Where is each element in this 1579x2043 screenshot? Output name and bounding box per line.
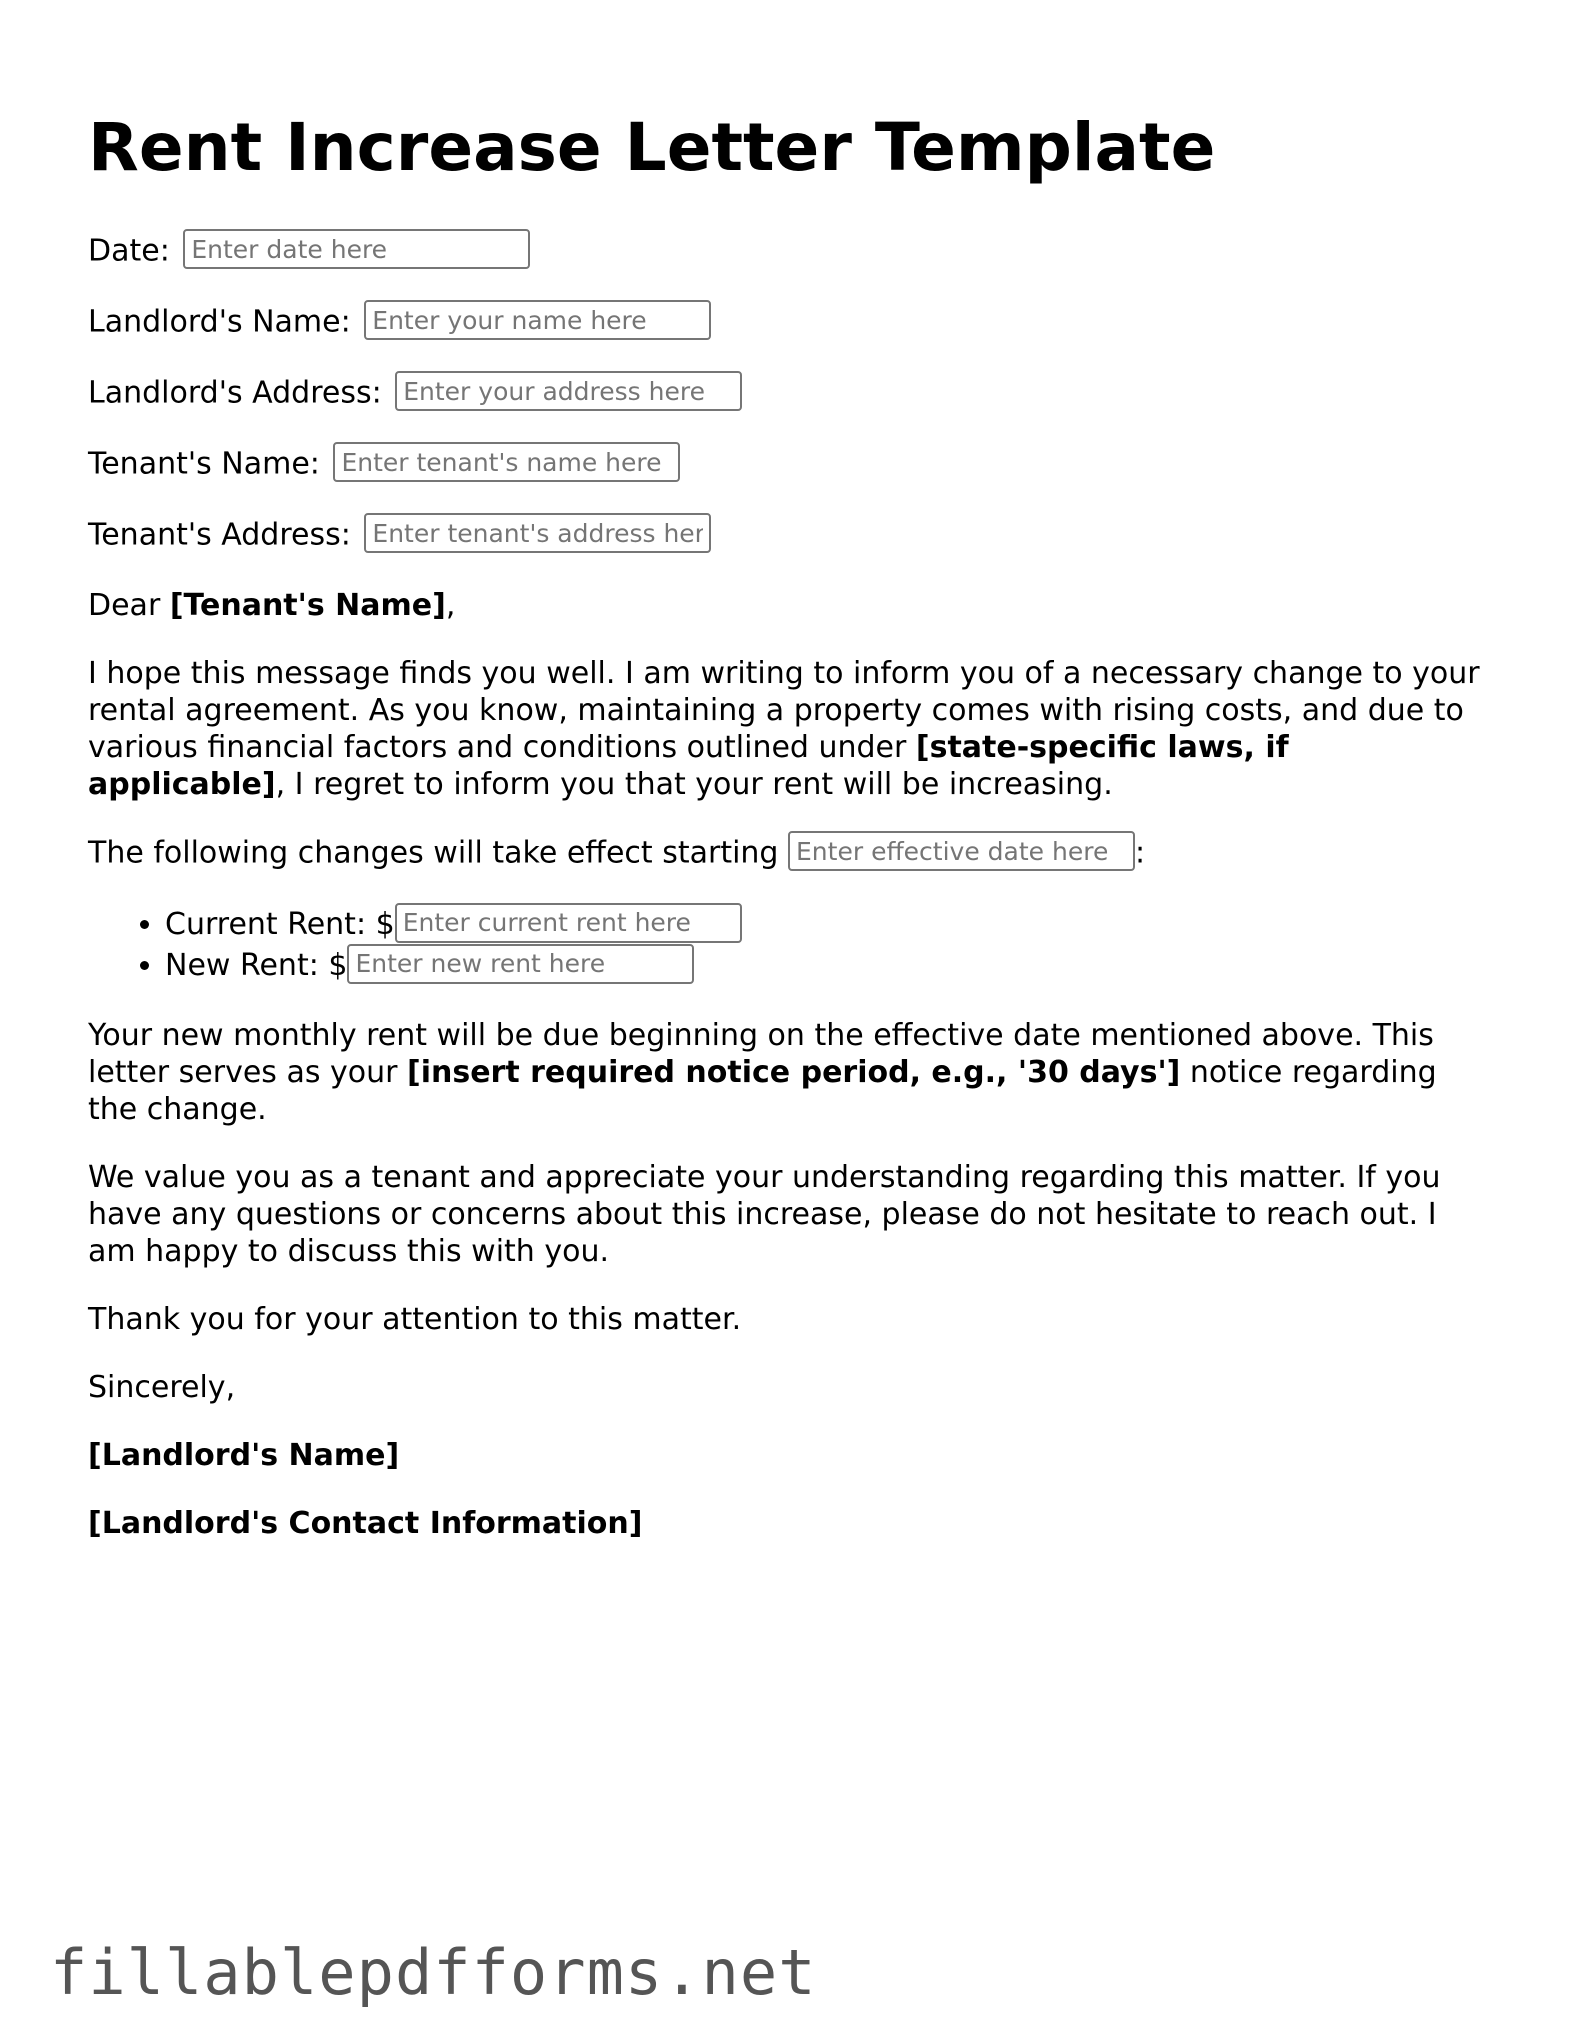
closing: Sincerely, bbox=[88, 1370, 236, 1405]
tenant-address-input[interactable] bbox=[364, 513, 711, 553]
landlord-name-label: Landlord's Name: bbox=[88, 304, 351, 340]
effective-date-text: The following changes will take effect starting bbox=[88, 835, 789, 871]
watermark: fillablepdfforms.net bbox=[50, 1936, 817, 2009]
salutation-prefix: Dear bbox=[88, 588, 170, 623]
notice-text-start: Your new monthly rent will be due beginning on the effective date mentioned above. This letter serves as your bbox=[88, 1018, 1434, 1090]
letter-page bbox=[88, 100, 1488, 1573]
date-label: Date: bbox=[88, 233, 170, 269]
tenant-address-row bbox=[88, 516, 1488, 554]
landlord-address-label: Landlord's Address: bbox=[88, 375, 382, 411]
rent-list bbox=[88, 905, 1488, 986]
date-input[interactable] bbox=[183, 229, 530, 269]
effective-date-row bbox=[88, 834, 1488, 872]
effective-date-colon: : bbox=[1135, 835, 1146, 871]
intro-state-laws: [state-specific laws, if applicable] bbox=[88, 730, 1289, 802]
landlord-address-input[interactable] bbox=[395, 371, 742, 411]
current-rent-input[interactable] bbox=[395, 903, 742, 943]
notice-period: [insert required notice period, e.g., '30 days'] bbox=[406, 1055, 1181, 1090]
effective-date-input[interactable] bbox=[788, 831, 1135, 871]
signature-contact bbox=[88, 1505, 1488, 1542]
salutation-suffix: , bbox=[445, 588, 456, 623]
signature-contact-text: [Landlord's Contact Information] bbox=[88, 1506, 643, 1541]
new-rent-input[interactable] bbox=[347, 944, 694, 984]
date-row bbox=[88, 232, 1488, 270]
value-paragraph: We value you as a tenant and appreciate your understanding regarding this matter. If you have any questions or concerns about this increase, please do not hesitate to reach out. I am happy to discuss this with you. bbox=[88, 1160, 1441, 1269]
current-rent-label: Current Rent: $ bbox=[165, 907, 395, 942]
notice-paragraph bbox=[88, 1017, 1488, 1128]
intro-text-start: I hope this message finds you well. I am writing to inform you of a necessary change to your rental agreement. As you know, maintaining a property comes with rising costs, and due to various financial factors and conditions outlined under bbox=[88, 656, 1480, 765]
current-rent-item bbox=[165, 905, 1488, 945]
new-rent-label: New Rent: $ bbox=[165, 948, 348, 983]
tenant-name-input[interactable] bbox=[333, 442, 680, 482]
signature-name-text: [Landlord's Name] bbox=[88, 1438, 400, 1473]
page-title: Rent Increase Letter Template bbox=[88, 109, 1216, 186]
tenant-address-label: Tenant's Address: bbox=[88, 517, 351, 553]
tenant-name-label: Tenant's Name: bbox=[88, 446, 320, 482]
thanks-paragraph: Thank you for your attention to this matter. bbox=[88, 1302, 742, 1337]
salutation bbox=[88, 587, 1488, 624]
salutation-tenant-name: [Tenant's Name] bbox=[169, 588, 446, 623]
landlord-address-row bbox=[88, 374, 1488, 412]
landlord-name-input[interactable] bbox=[364, 300, 711, 340]
intro-text-end: , I regret to inform you that your rent will be increasing. bbox=[275, 767, 1113, 802]
tenant-name-row bbox=[88, 445, 1488, 483]
signature-name bbox=[88, 1437, 1488, 1474]
landlord-name-row bbox=[88, 303, 1488, 341]
intro-paragraph bbox=[88, 655, 1488, 803]
new-rent-item bbox=[165, 946, 1488, 986]
notice-text-end: notice regarding the change. bbox=[88, 1055, 1437, 1127]
